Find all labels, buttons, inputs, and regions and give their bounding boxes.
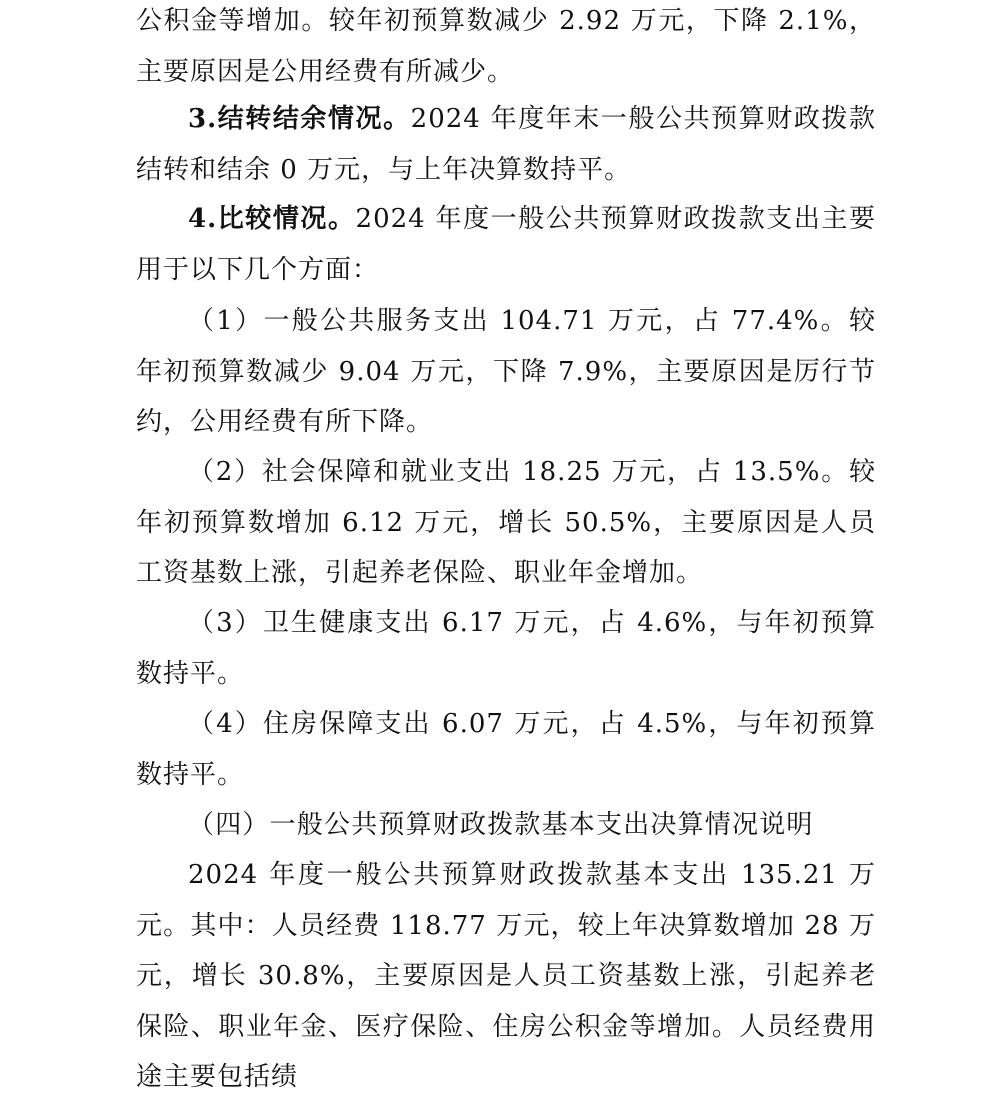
paragraph-social-security: （2）社会保障和就业支出 18.25 万元，占 13.5%。较年初预算数增加 6.12 万元，增长 50.5%，主要原因是人员工资基数上涨，引起养老保险、职业年金增加。 bbox=[136, 457, 876, 588]
paragraph-basic-expenditure: 2024 年度一般公共预算财政拨款基本支出 135.21 万元。其中：人员经费 118.77 万元，较上年决算数增加 28 万元，增长 30.8%，主要原因是人员工资基数上涨，引起养老保险、职业年金、医疗保险、住房公积金等增加。人员经费用途主要包括绩 bbox=[136, 860, 876, 1092]
carryover-heading: 3.结转结余情况。 bbox=[188, 104, 411, 134]
paragraph-carryover bbox=[136, 94, 876, 195]
comparison-text: 2024 年度一般公共预算财政拨款支出主要用于以下几个方面： bbox=[136, 204, 876, 285]
paragraph-general-public-services: （1）一般公共服务支出 104.71 万元，占 77.4%。较年初预算数减少 9.04 万元，下降 7.9%，主要原因是厉行节约，公用经费有所下降。 bbox=[136, 306, 876, 437]
carryover-text: 2024 年度年末一般公共预算财政拨款结转和结余 0 万元，与上年决算数持平。 bbox=[136, 104, 876, 185]
paragraph-public-funds-decrease: 公积金等增加。较年初预算数减少 2.92 万元，下降 2.1%，主要原因是公用经费有所减少。 bbox=[136, 6, 876, 87]
paragraph-health: （3）卫生健康支出 6.17 万元，占 4.6%，与年初预算数持平。 bbox=[136, 608, 876, 689]
paragraph-comparison bbox=[136, 194, 876, 295]
paragraph-housing: （4）住房保障支出 6.07 万元，占 4.5%，与年初预算数持平。 bbox=[136, 709, 876, 790]
comparison-heading: 4.比较情况。 bbox=[188, 204, 356, 234]
section-heading-basic-expenditure: （四）一般公共预算财政拨款基本支出决算情况说明 bbox=[188, 810, 814, 840]
